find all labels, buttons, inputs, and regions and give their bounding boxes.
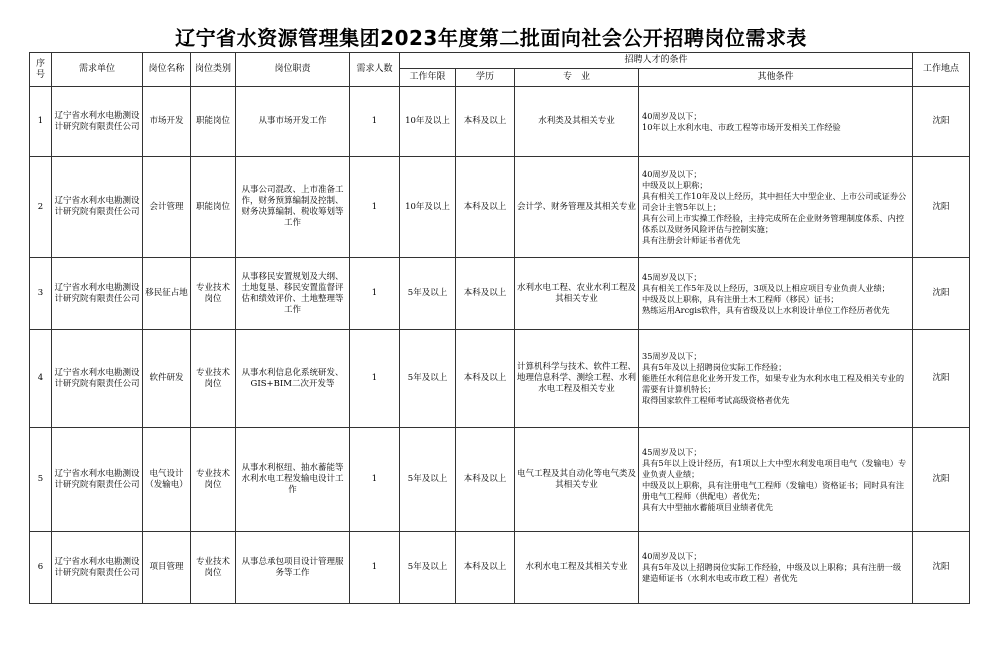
page-title: 辽宁省水资源管理集团2023年度第二批面向社会公开招聘岗位需求表 [175, 26, 807, 50]
other-condition-line: 45周岁及以下； [642, 271, 702, 282]
row-post-name: 市场开发 [143, 87, 191, 157]
row-years: 5年及以上 [400, 428, 456, 532]
row-edu: 本科及以上 [456, 428, 515, 532]
other-condition-line: 40周岁及以下； [642, 551, 702, 561]
row-location: 沈阳 [913, 157, 970, 258]
row-duty: 从事市场开发工作 [236, 87, 350, 157]
row-years: 5年及以上 [400, 532, 456, 604]
header-post-name: 岗位名称 [143, 53, 191, 87]
row-duty: 从事总承包项目设计管理服务等工作 [236, 532, 350, 604]
other-condition-line: 中级及以上职称，具有注册电气工程师（发输电）资格证书；同时具有注册电气工程师（供配电）者优先； [642, 479, 905, 501]
row-edu: 本科及以上 [456, 157, 515, 258]
row-post-type: 专业技术岗位 [191, 532, 236, 604]
row-count: 1 [350, 258, 400, 330]
other-condition-line: 具有5年以上设计经历，有1项以上大中型水利发电项目电气（发输电）专业负责人业绩； [642, 457, 907, 479]
row-count: 1 [350, 330, 400, 428]
row-years: 5年及以上 [400, 330, 456, 428]
row-years: 10年及以上 [400, 87, 456, 157]
row-other [639, 532, 913, 604]
row-post-name: 移民征占地 [143, 258, 191, 330]
row-post-type: 专业技术岗位 [191, 258, 236, 330]
row-major: 电气工程及其自动化等电气类及其相关专业 [515, 428, 639, 532]
header-major: 专 业 [515, 69, 639, 87]
row-location: 沈阳 [913, 87, 970, 157]
row-location: 沈阳 [913, 532, 970, 604]
row-post-name: 软件研发 [143, 330, 191, 428]
row-duty: 从事移民安置规划及大纲、土地复垦、移民安置监督评估和绩效评价、土地整理等工作 [236, 258, 350, 330]
other-condition-line: 能胜任水利信息化业务开发工作，如果专业为水利水电工程及相关专业的需要有计算机特长； [642, 373, 905, 394]
row-post-type: 专业技术岗位 [191, 428, 236, 532]
other-condition-line: 45周岁及以下； [642, 446, 702, 457]
row-other [639, 258, 913, 330]
row-unit: 辽宁省水利水电勘测设计研究院有限责任公司 [52, 532, 143, 604]
recruitment-table [29, 52, 970, 604]
other-condition-line: 具有相关工作10年及以上经历，其中担任大中型企业、上市公司或证券公司会计主管5年以上； [642, 190, 907, 212]
other-condition-line: 具有公司上市实操工作经验，主持完成所在企业财务管理制度体系、内控体系以及财务风险评估与控制实施； [642, 212, 905, 234]
table-row [30, 258, 970, 330]
row-seq: 4 [30, 330, 52, 428]
row-seq: 3 [30, 258, 52, 330]
row-count: 1 [350, 428, 400, 532]
other-condition-line: 具有5年及以上招聘岗位实际工作经验； [642, 362, 787, 372]
row-major: 计算机科学与技术、软件工程、地理信息科学、测绘工程、水利水电工程及相关专业 [515, 330, 639, 428]
other-condition-line: 35周岁及以下； [642, 351, 702, 361]
row-count: 1 [350, 157, 400, 258]
row-other [639, 330, 913, 428]
other-condition-line: 中级及以上职称，具有注册土木工程师（移民）证书； [642, 293, 839, 304]
row-edu: 本科及以上 [456, 87, 515, 157]
row-seq: 5 [30, 428, 52, 532]
row-other [639, 157, 913, 258]
row-seq: 6 [30, 532, 52, 604]
row-unit: 辽宁省水利水电勘测设计研究院有限责任公司 [52, 87, 143, 157]
table-row [30, 428, 970, 532]
row-unit: 辽宁省水利水电勘测设计研究院有限责任公司 [52, 330, 143, 428]
row-seq: 2 [30, 157, 52, 258]
other-condition-line: 熟练运用Arcgis软件，具有省级及以上水利设计单位工作经历者优先 [642, 304, 890, 315]
table-row [30, 157, 970, 258]
row-count: 1 [350, 87, 400, 157]
row-edu: 本科及以上 [456, 330, 515, 428]
row-post-name: 项目管理 [143, 532, 191, 604]
row-location: 沈阳 [913, 258, 970, 330]
row-edu: 本科及以上 [456, 532, 515, 604]
row-major: 水利类及其相关专业 [515, 87, 639, 157]
header-other: 其他条件 [639, 69, 913, 87]
other-condition-line: 取得国家软件工程师考试高级资格者优先 [642, 395, 790, 405]
row-count: 1 [350, 532, 400, 604]
row-post-name: 电气设计（发输电） [143, 428, 191, 532]
header-location: 工作地点 [913, 53, 970, 87]
other-condition-line: 具有大中型抽水蓄能项目业绩者优先 [642, 501, 774, 512]
other-condition-line: 具有相关工作5年及以上经历，3项及以上相应项目专业负责人业绩； [642, 282, 890, 293]
row-seq: 1 [30, 87, 52, 157]
row-major: 水利水电工程及其相关专业 [515, 532, 639, 604]
header-duty: 岗位职责 [236, 53, 350, 87]
other-condition-line: 具有注册会计师证书者优先 [642, 234, 741, 245]
header-post-type: 岗位类别 [191, 53, 236, 87]
row-major: 水利水电工程、农业水利工程及其相关专业 [515, 258, 639, 330]
table-row [30, 532, 970, 604]
row-post-name: 会计管理 [143, 157, 191, 258]
other-condition-line: 具有5年及以上招聘岗位实际工作经验，中级及以上职称；具有注册一级建造师证书（水利水电或市政工程）者优先 [642, 562, 902, 583]
row-other [639, 87, 913, 157]
header-years: 工作年限 [400, 69, 456, 87]
row-other [639, 428, 913, 532]
header-unit: 需求单位 [52, 53, 143, 87]
other-condition-line: 中级及以上职称； [642, 179, 708, 190]
header-conditions: 招聘人才的条件 [400, 53, 913, 69]
row-duty: 从事水利枢纽、抽水蓄能等水利水电工程发输电设计工作 [236, 428, 350, 532]
other-condition-line: 10年以上水利水电、市政工程等市场开发相关工作经验 [642, 121, 841, 132]
table-body [30, 87, 970, 604]
row-post-type: 职能岗位 [191, 87, 236, 157]
table-row [30, 330, 970, 428]
row-years: 10年及以上 [400, 157, 456, 258]
header-seq: 序号 [30, 53, 52, 87]
row-unit: 辽宁省水利水电勘测设计研究院有限责任公司 [52, 157, 143, 258]
row-location: 沈阳 [913, 330, 970, 428]
row-years: 5年及以上 [400, 258, 456, 330]
row-location: 沈阳 [913, 428, 970, 532]
row-unit: 辽宁省水利水电勘测设计研究院有限责任公司 [52, 258, 143, 330]
header-count: 需求人数 [350, 53, 400, 87]
other-condition-line: 40周岁及以下； [642, 168, 702, 179]
row-duty: 从事公司混改、上市准备工作，财务预算编制及控制、财务决算编制、税收筹划等工作 [236, 157, 350, 258]
row-edu: 本科及以上 [456, 258, 515, 330]
row-major: 会计学、财务管理及其相关专业 [515, 157, 639, 258]
row-post-type: 职能岗位 [191, 157, 236, 258]
other-condition-line: 40周岁及以下； [642, 110, 702, 121]
row-post-type: 专业技术岗位 [191, 330, 236, 428]
table-row [30, 87, 970, 157]
row-unit: 辽宁省水利水电勘测设计研究院有限责任公司 [52, 428, 143, 532]
header-edu: 学历 [456, 69, 515, 87]
row-duty: 从事水利信息化系统研发、GIS+BIM二次开发等 [236, 330, 350, 428]
